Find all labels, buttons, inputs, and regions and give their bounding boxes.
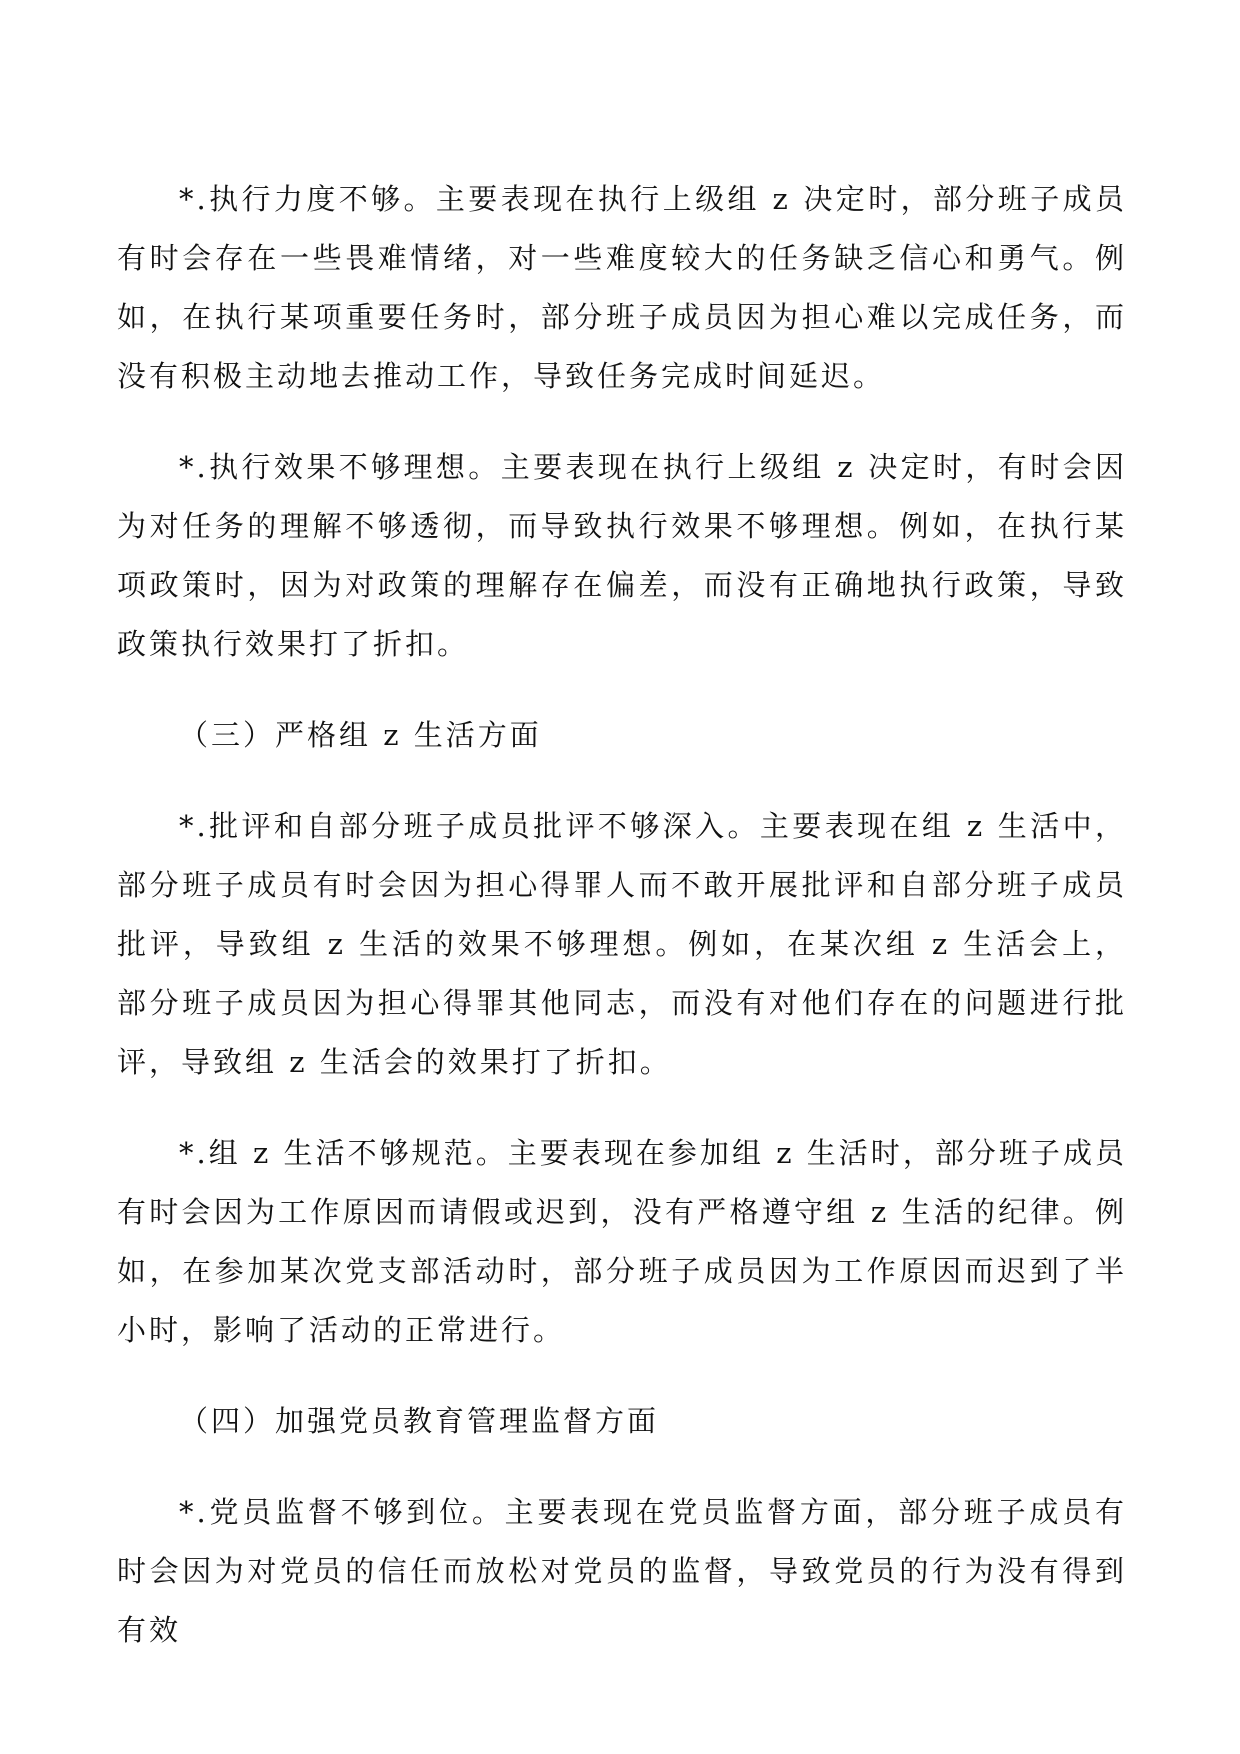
paragraph-execution-effect: *.执行效果不够理想。主要表现在执行上级组 z 决定时，有时会因为对任务的理解不够透彻，而导致执行效果不够理想。例如，在执行某项政策时，因为对政策的理解存在偏差，而没有正确地执行政策，导致政策执行效果打了折扣。: [117, 450, 1127, 661]
document-body: [117, 170, 1127, 1660]
paragraph-organizational-life-standard: *.组 z 生活不够规范。主要表现在参加组 z 生活时，部分班子成员有时会因为工作原因而请假或迟到，没有严格遵守组 z 生活的纪律。例如，在参加某次党支部活动时，部分班子成员因为工作原因而迟到了半小时，影响了活动的正常进行。: [117, 1136, 1127, 1347]
paragraph-criticism: *.批评和自部分班子成员批评不够深入。主要表现在组 z 生活中，部分班子成员有时会因为担心得罪人而不敢开展批评和自部分班子成员批评，导致组 z 生活的效果不够理想。例如，在某次组 z 生活会上，部分班子成员因为担心得罪其他同志，而没有对他们存在的问题进行批评，导致组 z 生活会的效果打了折扣。: [117, 809, 1127, 1079]
section-heading-party-member-supervision: （四）加强党员教育管理监督方面: [179, 1404, 660, 1438]
section-heading-organizational-life: （三）严格组 z 生活方面: [179, 718, 542, 752]
paragraph-execution-strength: *.执行力度不够。主要表现在执行上级组 z 决定时，部分班子成员有时会存在一些畏难情绪，对一些难度较大的任务缺乏信心和勇气。例如，在执行某项重要任务时，部分班子成员因为担心难以完成任务，而没有积极主动地去推动工作，导致任务完成时间延迟。: [117, 182, 1127, 393]
paragraph-party-member-supervision: *.党员监督不够到位。主要表现在党员监督方面，部分班子成员有时会因为对党员的信任而放松对党员的监督，导致党员的行为没有得到有效: [117, 1495, 1127, 1647]
